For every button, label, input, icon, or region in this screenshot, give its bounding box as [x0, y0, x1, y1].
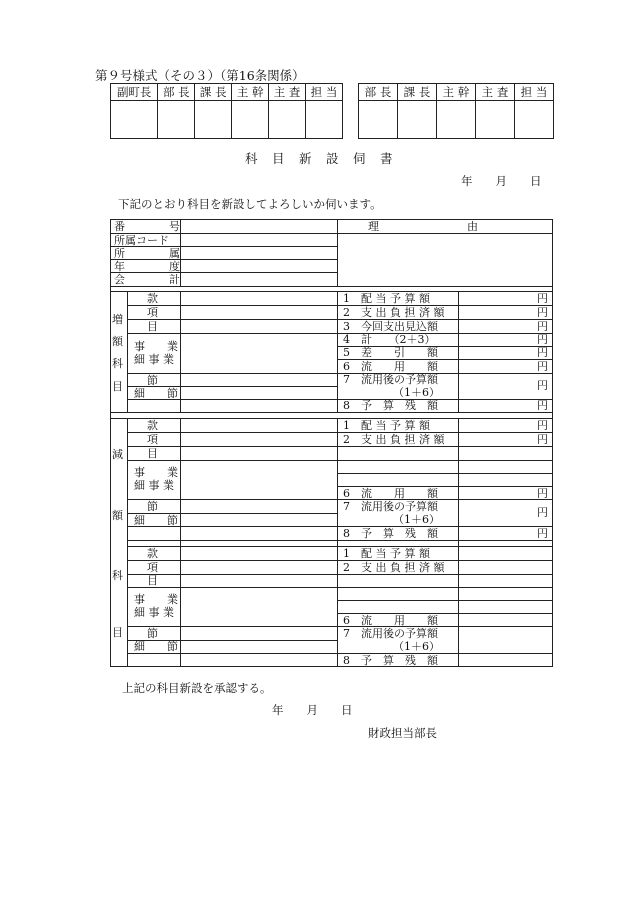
row-line — [110, 418, 553, 419]
row-line — [127, 373, 337, 374]
yen-unit: 円 — [537, 360, 548, 373]
row-transfer: 6 流 用 額 — [343, 360, 438, 373]
yen-unit: 円 — [537, 333, 548, 346]
approval-stamp-right — [358, 83, 554, 139]
row-committed: 2 支 出 負 担 済 額 — [343, 561, 445, 574]
stamp-header: 担 当 — [306, 84, 343, 101]
intro-text: 下記のとおり科目を新設してよろしいか伺います。 — [118, 197, 382, 211]
label-year: 年 度 — [114, 260, 180, 273]
col-line — [180, 291, 181, 412]
decrease-side-label: 科 — [112, 569, 123, 582]
row-after-transfer: 7 流用後の予算額 — [343, 627, 438, 640]
label-kou: 項 — [147, 306, 158, 319]
row-line — [127, 560, 337, 561]
row-line — [337, 460, 553, 461]
label-saisetsu: 細 節 — [134, 387, 178, 400]
label-jigyo: 事 業 — [134, 466, 178, 479]
approval-date: 年 月 日 — [272, 703, 353, 717]
stamp-cell — [437, 101, 476, 139]
increase-side-label: 科 — [112, 357, 123, 370]
stamp-cell — [111, 101, 158, 139]
decrease-side-label: 目 — [112, 626, 123, 639]
stamp-header: 部 長 — [359, 84, 398, 101]
label-jigyo: 事 業 — [134, 593, 178, 606]
date-line: 年 月 日 — [461, 174, 542, 188]
stamp-header: 副町長 — [111, 84, 158, 101]
label-setsu: 節 — [147, 374, 158, 387]
label-number: 番 号 — [114, 220, 180, 233]
stamp-cell — [359, 101, 398, 139]
label-moku: 目 — [147, 574, 158, 587]
label-kan: 款 — [147, 292, 158, 305]
label-kan: 款 — [147, 547, 158, 560]
row-after-transfer-formula: （1＋6） — [393, 640, 440, 653]
label-saijigyo: 細 事 業 — [134, 479, 174, 492]
row-line — [110, 286, 553, 287]
approver-title: 財政担当部長 — [368, 726, 437, 740]
stamp-header: 主 査 — [476, 84, 515, 101]
increase-side-label: 増 — [112, 313, 123, 326]
yen-unit: 円 — [537, 487, 548, 500]
row-remaining: 8 予 算 残 額 — [343, 527, 438, 540]
row-line — [127, 446, 337, 447]
col-line — [337, 291, 338, 412]
col-line — [458, 291, 459, 412]
stamp-cell — [158, 101, 195, 139]
yen-unit: 円 — [537, 346, 548, 359]
yen-unit: 円 — [537, 399, 548, 412]
decrease-side-label: 減 — [112, 448, 123, 461]
yen-unit: 円 — [537, 320, 548, 333]
stamp-header: 担 当 — [515, 84, 554, 101]
row-line — [337, 446, 553, 447]
label-moku: 目 — [147, 447, 158, 460]
yen-unit: 円 — [537, 506, 548, 519]
row-transfer: 6 流 用 額 — [343, 487, 438, 500]
label-kan: 款 — [147, 419, 158, 432]
stamp-cell — [232, 101, 269, 139]
row-budget-allocated: 1 配 当 予 算 額 — [343, 547, 430, 560]
stamp-header: 主 幹 — [437, 84, 476, 101]
row-expected: 3 今回支出見込額 — [343, 320, 438, 333]
row-remaining: 8 予 算 残 額 — [343, 654, 438, 667]
row-after-transfer: 7 流用後の予算額 — [343, 500, 438, 513]
stamp-cell — [195, 101, 232, 139]
label-dept-code: 所属コード — [114, 234, 169, 247]
increase-side-label: 目 — [112, 380, 123, 393]
approval-stamp-left — [110, 83, 343, 139]
row-line — [337, 600, 553, 601]
col-line — [458, 418, 459, 666]
row-line — [127, 574, 337, 575]
label-saisetsu: 細 節 — [134, 514, 178, 527]
row-line — [110, 412, 553, 413]
stamp-cell — [398, 101, 437, 139]
row-after-transfer-formula: （1＋6） — [393, 386, 440, 399]
row-line — [337, 473, 553, 474]
stamp-header: 主 幹 — [232, 84, 269, 101]
row-line — [110, 291, 553, 292]
label-saisetsu: 細 節 — [134, 640, 178, 653]
stamp-header: 部 長 — [158, 84, 195, 101]
yen-unit: 円 — [537, 433, 548, 446]
col-line — [127, 291, 128, 412]
stamp-cell — [515, 101, 554, 139]
col-line — [127, 418, 128, 666]
row-transfer: 6 流 用 額 — [343, 614, 438, 627]
row-line — [127, 653, 337, 654]
approval-text: 上記の科目新設を承認する。 — [122, 681, 272, 695]
label-saijigyo: 細 事 業 — [134, 606, 174, 619]
row-budget-allocated: 1 配 当 予 算 額 — [343, 292, 430, 305]
stamp-cell — [476, 101, 515, 139]
stamp-header: 課 長 — [195, 84, 232, 101]
col-line — [337, 418, 338, 666]
label-moku: 目 — [147, 320, 158, 333]
row-line — [337, 587, 553, 588]
stamp-header: 主 査 — [269, 84, 306, 101]
row-line — [127, 319, 337, 320]
col-line — [180, 219, 181, 286]
label-account: 会 計 — [114, 273, 180, 286]
row-subtotal: 4 計 （2＋3） — [343, 333, 436, 346]
yen-unit: 円 — [537, 527, 548, 540]
table-border — [110, 666, 553, 667]
row-line — [127, 587, 337, 588]
increase-side-label: 額 — [112, 335, 123, 348]
stamp-cell — [269, 101, 306, 139]
document-title: 科 目 新 設 伺 書 — [245, 151, 394, 166]
row-committed: 2 支 出 負 担 済 額 — [343, 306, 445, 319]
row-budget-allocated: 1 配 当 予 算 額 — [343, 419, 430, 432]
col-line — [180, 418, 181, 666]
row-committed: 2 支 出 負 担 済 額 — [343, 433, 445, 446]
row-remaining: 8 予 算 残 額 — [343, 399, 438, 412]
row-line — [127, 546, 553, 547]
row-line — [127, 626, 337, 627]
row-line — [127, 460, 337, 461]
label-kou: 項 — [147, 433, 158, 446]
row-line — [127, 305, 337, 306]
yen-unit: 円 — [537, 306, 548, 319]
row-line — [127, 432, 337, 433]
row-after-transfer-formula: （1＋6） — [393, 513, 440, 526]
label-kou: 項 — [147, 561, 158, 574]
row-line — [127, 540, 553, 541]
row-line — [110, 233, 553, 234]
col-line — [337, 219, 338, 286]
stamp-header: 課 長 — [398, 84, 437, 101]
label-jigyo: 事 業 — [134, 340, 178, 353]
label-dept: 所 属 — [114, 247, 180, 260]
decrease-side-label: 額 — [112, 509, 123, 522]
row-after-transfer: 7 流用後の予算額 — [343, 373, 438, 386]
row-line — [127, 499, 337, 500]
label-saijigyo: 細 事 業 — [134, 353, 174, 366]
label-setsu: 節 — [147, 627, 158, 640]
row-line — [337, 574, 553, 575]
stamp-cell — [306, 101, 343, 139]
yen-unit: 円 — [537, 419, 548, 432]
yen-unit: 円 — [537, 379, 548, 392]
yen-unit: 円 — [537, 292, 548, 305]
label-reason: 理 由 — [368, 220, 478, 233]
form-number: 第９号様式（その３）（第16条関係） — [95, 68, 305, 83]
row-difference: 5 差 引 額 — [343, 346, 438, 359]
label-setsu: 節 — [147, 500, 158, 513]
row-line — [127, 333, 337, 334]
